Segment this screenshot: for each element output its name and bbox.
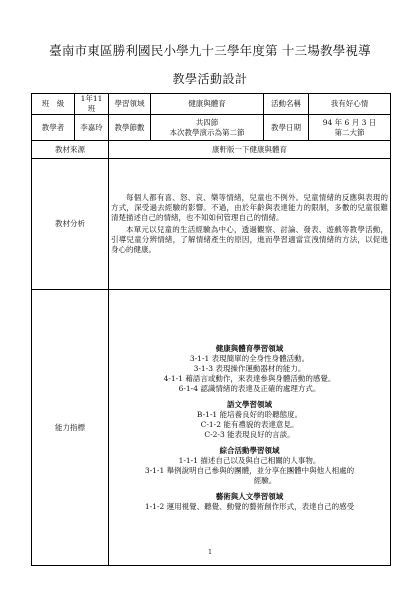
periods-line-2: 本次教學演示為第二節: [169, 127, 245, 137]
periods-value: [151, 115, 264, 141]
ability-item: C-1-2 能有禮貌的表達意見。: [200, 419, 299, 429]
abilities-label: 能力指標: [32, 290, 109, 566]
ability-item: C-2-3 能表現良好的言談。: [204, 429, 295, 439]
document-subtitle: 教學活動設計: [172, 72, 248, 86]
ability-item: 6-1-4 認識情緒的表達及正確的處理方式。: [178, 383, 321, 393]
teacher-label: 教學者: [32, 115, 75, 141]
ability-item: 3-1-3 表現操作運動器材的能力。: [193, 363, 306, 373]
analysis-row: [32, 159, 391, 290]
ability-group-title: 藝術與人文學習領域: [215, 491, 284, 501]
lesson-plan-table: [31, 93, 391, 566]
date-line-2: 第二大節: [334, 127, 365, 137]
ability-item: 3-1-1 舉例說明自己參與的團體，並分享在團體中與他人相處的: [144, 465, 355, 475]
ability-group-health: [111, 344, 388, 394]
class-label: 班 級: [32, 94, 75, 115]
document-title: 臺南市東區勝利國民小學九十三學年度第 十三場教學視導: [49, 43, 371, 58]
info-row-1: [32, 94, 391, 115]
source-label: 教材來源: [32, 141, 109, 159]
abilities-list: [109, 290, 391, 566]
periods-line-1: 共四節: [195, 117, 219, 127]
ability-group-title: 語文學習領域: [227, 399, 272, 409]
ability-group-arts: [111, 492, 388, 512]
ability-group-title: 綜合活動學習領域: [219, 445, 280, 455]
domain-label: 學習領域: [109, 94, 151, 115]
ability-item: 1-1-1 描述自己以及與自己相關的人事物。: [178, 455, 321, 465]
ability-group-integrative: [111, 446, 388, 486]
ability-item-continued: 經驗。: [253, 475, 277, 485]
ability-group-title: 健康與體育學習領域: [215, 343, 284, 353]
ability-item: B-1-1 能培養良好的聆聽態度。: [196, 409, 303, 419]
unit-label: 活動名稱: [264, 94, 309, 115]
analysis-label: 教材分析: [32, 159, 109, 290]
abilities-row: [32, 290, 391, 566]
info-row-2: [32, 115, 391, 141]
unit-value: 我有好心情: [309, 94, 391, 115]
ability-item: 3-1-1 表現簡單的全身性身體活動。: [189, 353, 310, 363]
class-value: 1年11班: [75, 94, 109, 115]
source-value: 康軒版一下健康與體育: [109, 141, 391, 159]
analysis-text: [109, 159, 391, 290]
analysis-paragraph: 本單元以兒童的生活經驗為中心，透過觀察、討論、發表、遊戲等教學活動，引導兒童分辨情緒，了解情緒產生的原因，進而學習適當宣洩情緒的方法，以促進身心的健康。: [111, 225, 388, 254]
source-row: [32, 141, 391, 159]
analysis-paragraph: 每個人都有喜、怒、哀、樂等情緒，兒童也不例外。兒童情緒的反應與表現的方式，深受過去經驗的影響。不過，由於年齡與表達能力的限制，多數的兒童很難清楚描述自己的情緒，也不知如何管理自己的情緒。: [111, 193, 388, 222]
ability-group-language: [111, 400, 388, 440]
ability-item: 1-1-2 運用視覺、聽覺、動覺的藝術創作形式，表達自己的感受: [144, 501, 355, 511]
page-number: 1: [208, 549, 212, 556]
domain-value: 健康與體育: [151, 94, 264, 115]
teacher-value: 李嘉玲: [75, 115, 109, 141]
date-value: [309, 115, 391, 141]
date-label: 教學日期: [264, 115, 309, 141]
date-line-1: 94 年 6 月 3 日: [322, 117, 377, 127]
periods-label: 教學節數: [109, 115, 151, 141]
ability-item: 4-1-1 藉語言或動作，來表達參與身體活動的感覺。: [163, 373, 336, 383]
